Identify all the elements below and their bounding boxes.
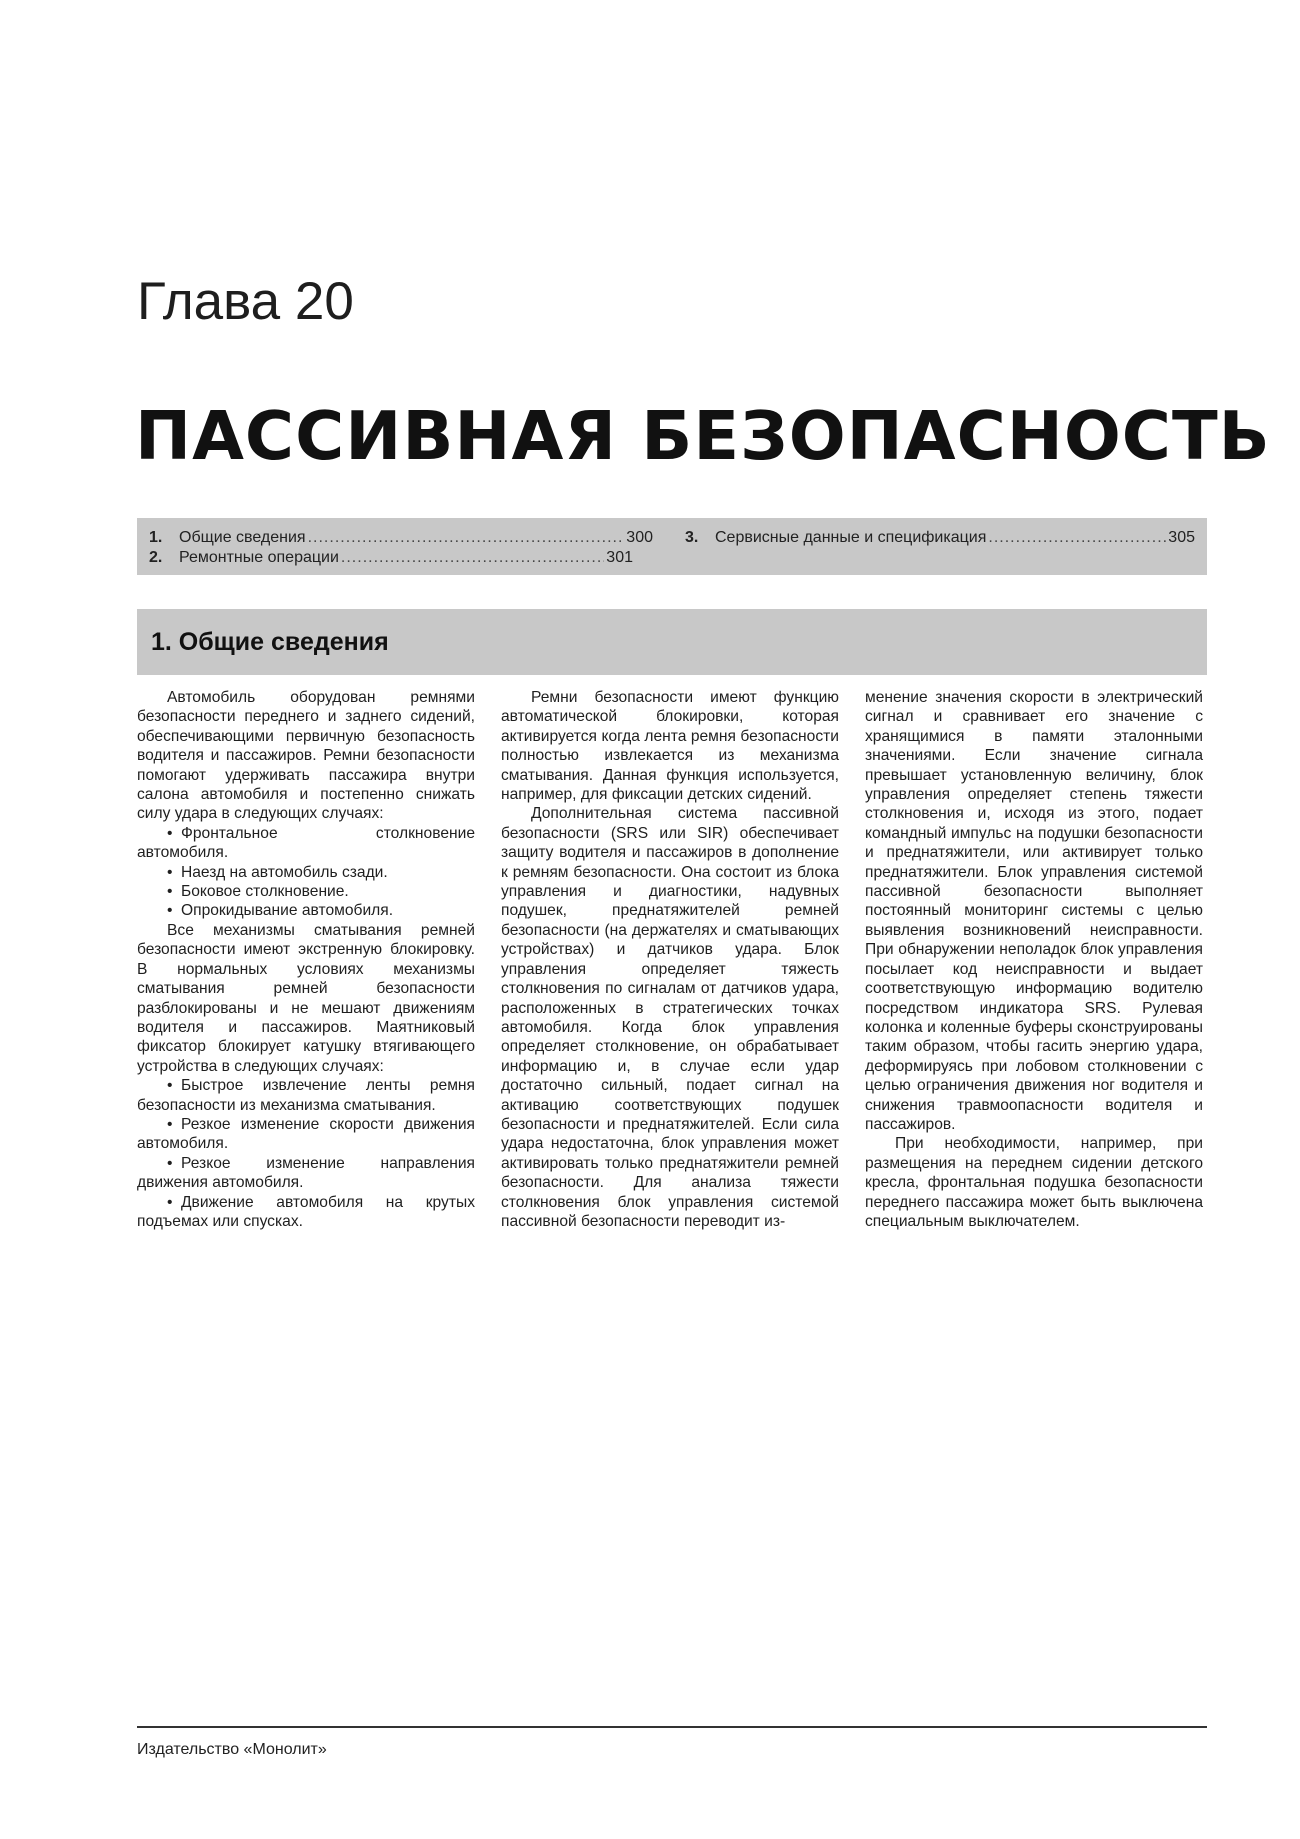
list-item: • Быстрое извлечение ленты ремня безопасности из механизма сматывания.: [137, 1077, 475, 1114]
bullet-list: [137, 1076, 475, 1231]
toc-entry-page: 305: [1168, 529, 1195, 546]
toc-leader-dots: [308, 528, 625, 548]
chapter-title: ПАССИВНАЯ БЕЗОПАСНОСТЬ: [135, 397, 1271, 475]
list-item: • Фронтальное столкновение автомобиля.: [137, 824, 475, 862]
bullet-icon: •: [167, 1193, 173, 1211]
toc-leader-dots: [341, 548, 604, 568]
text-column-1: [137, 688, 475, 1231]
toc-leader-dots: [988, 528, 1166, 548]
bullet-list: [137, 824, 475, 921]
list-item: • Наезд на автомобиль сзади.: [167, 863, 388, 881]
list-item: • Движение автомобиля на крутых подъемах или спусках.: [137, 1193, 475, 1230]
bullet-icon: •: [167, 1077, 173, 1095]
paragraph: Ремни безопасности имеют функцию автоматической блокировки, которая активируется когда лента ремня безопасности полностью извлекается из механизма сматывания. Данная функция используется, например, для фиксации детских сидений.: [501, 689, 839, 804]
toc-column-right: [685, 528, 1195, 548]
list-item: • Резкое изменение скорости движения автомобиля.: [137, 1115, 475, 1153]
list-item: • Опрокидывание автомобиля.: [167, 902, 394, 920]
table-of-contents: [137, 518, 1207, 575]
bullet-icon: •: [167, 1154, 173, 1172]
toc-entry[interactable]: [685, 528, 1195, 548]
toc-entry-title: Сервисные данные и спецификация: [715, 529, 987, 546]
toc-entry-title: Общие сведения: [179, 529, 306, 546]
toc-entry-number: 1.: [149, 529, 163, 546]
footer-divider: [137, 1726, 1207, 1728]
bullet-icon: •: [167, 902, 173, 920]
toc-column-left: [149, 528, 653, 568]
section-heading: 1. Общие сведения: [151, 628, 389, 656]
bullet-icon: •: [167, 883, 173, 901]
toc-entry-page: 300: [626, 529, 653, 546]
bullet-icon: •: [167, 1115, 173, 1133]
footer-publisher: Издательство «Монолит»: [137, 1741, 327, 1758]
toc-entry-page: 301: [606, 549, 633, 566]
chapter-label: Глава 20: [137, 272, 354, 331]
text-column-2: [501, 688, 839, 1231]
paragraph: Все механизмы сматывания ремней безопасности имеют экстренную блокировку. В нормальных условиях механизмы сматывания ремней безопасности разблокированы и не мешают движениям водителя и пассажиров. Маятниковый фиксатор блокирует катушку втягивающего устройства в следующих случаях:: [137, 921, 475, 1075]
toc-entry[interactable]: [149, 528, 653, 548]
bullet-icon: •: [167, 863, 173, 881]
list-item: • Боковое столкновение.: [167, 883, 349, 901]
paragraph: Дополнительная система пассивной безопасности (SRS или SIR) обеспечивает защиту водителя и пассажиров в дополнение к ремням безопасности. Она состоит из блока управления и диагностики, надувных подушек, преднатяжителей ремней безопасности (на держателях и сматывающих устройствах) и датчиков удара. Блок управления определяет тяжесть столкновения по сигналам от датчиков удара, расположенных в стратегических точках автомобиля. Когда блок управления определяет столкновение, он обрабатывает информацию и, в случае если удар достаточно сильный, подает сигнал на активацию соответствующих подушек безопасности и преднатяжителей. Если сила удара недостаточна, блок управления может активировать только преднатяжители ремней безопасности. Для анализа тяжести столкновения блок управления системой пассивной безопасности переводит из-: [501, 805, 839, 1230]
paragraph: При необходимости, например, при размещения на переднем сидении детского кресла, фронтальная подушка безопасности переднего пассажира может быть выключена специальным выключателем.: [865, 1135, 1203, 1230]
paragraph: менение значения скорости в электрический сигнал и сравнивает его значение с хранящимися в памяти эталонными значениями. Если значение сигнала превышает установленную величину, блок управления определяет степень тяжести столкновения и, исходя из этого, подает командный импульс на подушки безопасности и преднатяжители, или активирует только преднатяжители. Блок управления системой пассивной безопасности выполняет постоянный мониторинг системы с целью выявления возникновений неисправности. При обнаружении неполадок блок управления посылает код неисправности и выдает соответствующую информацию водителю посредством индикатора SRS. Рулевая колонка и коленные буферы сконструированы таким образом, чтобы гасить энергию удара, деформируясь при лобовом столкновении с целью ограничения движения ног водителя и снижения травмоопасности водителя и пассажиров.: [865, 689, 1203, 1133]
bullet-icon: •: [167, 824, 173, 842]
toc-entry-title: Ремонтные операции: [179, 549, 339, 566]
toc-entry[interactable]: [149, 548, 633, 568]
text-column-3: [865, 688, 1203, 1231]
section-header: [137, 609, 1207, 675]
toc-entry-number: 2.: [149, 549, 163, 566]
paragraph: Автомобиль оборудован ремнями безопасности переднего и заднего сидений, обеспечивающими первичную безопасность водителя и пассажиров. Ремни безопасности помогают удерживать пассажира внутри салона автомобиля и постепенно снижать силу удара в следующих случаях:: [137, 689, 475, 823]
toc-entry-number: 3.: [685, 529, 699, 546]
list-item: • Резкое изменение направления движения автомобиля.: [137, 1154, 475, 1192]
